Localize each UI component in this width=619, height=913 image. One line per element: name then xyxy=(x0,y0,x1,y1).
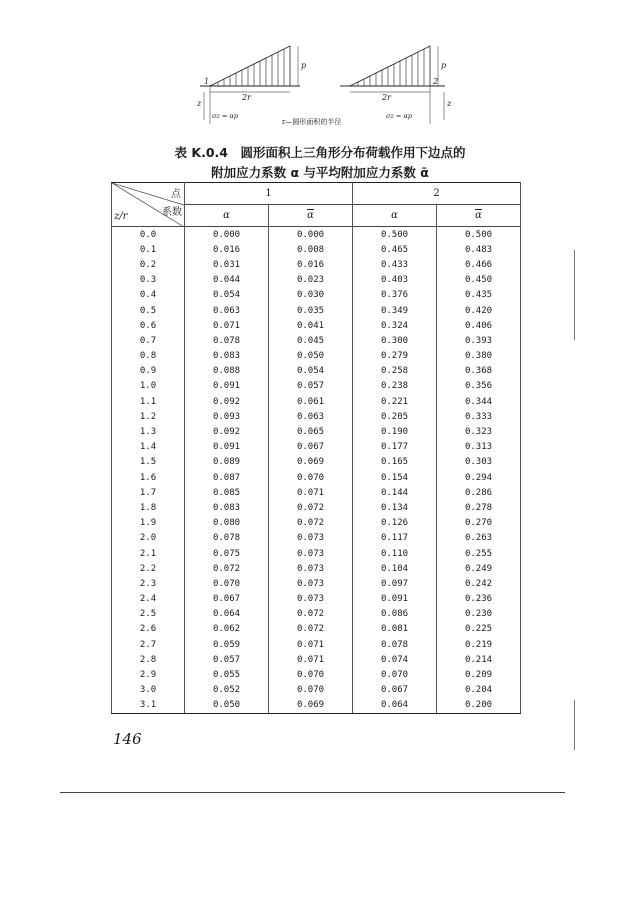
value-cell: 0.089 xyxy=(185,455,269,470)
value-cell: 0.072 xyxy=(269,516,353,531)
value-cell: 0.080 xyxy=(185,516,269,531)
zr-cell: 2.7 xyxy=(112,637,185,652)
value-cell: 0.070 xyxy=(269,667,353,682)
value-cell: 0.073 xyxy=(269,561,353,576)
value-cell: 0.067 xyxy=(185,592,269,607)
value-cell: 0.052 xyxy=(185,683,269,698)
value-cell: 0.073 xyxy=(269,592,353,607)
value-cell: 0.069 xyxy=(269,455,353,470)
value-cell: 0.070 xyxy=(269,683,353,698)
value-cell: 0.303 xyxy=(437,455,521,470)
table-row xyxy=(112,440,521,455)
table-row xyxy=(112,561,521,576)
scan-artifact-line xyxy=(574,700,575,750)
table-row xyxy=(112,242,521,257)
table-row xyxy=(112,698,521,714)
zr-cell: 0.0 xyxy=(112,227,185,243)
value-cell: 0.344 xyxy=(437,394,521,409)
radius-note: r—圆形面积的半径 xyxy=(282,118,342,126)
value-cell: 0.050 xyxy=(269,349,353,364)
col-header-alpha-1: α xyxy=(185,205,269,227)
zr-cell: 2.3 xyxy=(112,576,185,591)
table-row xyxy=(112,683,521,698)
value-cell: 0.154 xyxy=(353,470,437,485)
zr-cell: 2.2 xyxy=(112,561,185,576)
table-row xyxy=(112,379,521,394)
value-cell: 0.356 xyxy=(437,379,521,394)
zr-cell: 1.6 xyxy=(112,470,185,485)
zr-cell: 0.4 xyxy=(112,288,185,303)
value-cell: 0.324 xyxy=(353,318,437,333)
table-row xyxy=(112,424,521,439)
zr-cell: 1.4 xyxy=(112,440,185,455)
value-cell: 0.035 xyxy=(269,303,353,318)
table-row xyxy=(112,500,521,515)
value-cell: 0.286 xyxy=(437,485,521,500)
table-row xyxy=(112,592,521,607)
value-cell: 0.097 xyxy=(353,576,437,591)
value-cell: 0.104 xyxy=(353,561,437,576)
zr-cell: 0.6 xyxy=(112,318,185,333)
right-span-label: 2r xyxy=(382,93,391,102)
footer-rule xyxy=(60,792,565,793)
value-cell: 0.403 xyxy=(353,273,437,288)
table-row xyxy=(112,576,521,591)
value-cell: 0.205 xyxy=(353,409,437,424)
zr-cell: 0.3 xyxy=(112,273,185,288)
value-cell: 0.500 xyxy=(353,227,437,243)
table-row xyxy=(112,667,521,682)
table-caption-line2: 附加应力系数 α 与平均附加应力系数 ᾱ xyxy=(211,165,429,180)
value-cell: 0.279 xyxy=(353,349,437,364)
value-cell: 0.255 xyxy=(437,546,521,561)
zr-cell: 1.5 xyxy=(112,455,185,470)
value-cell: 0.000 xyxy=(185,227,269,243)
value-cell: 0.078 xyxy=(185,333,269,348)
value-cell: 0.078 xyxy=(185,531,269,546)
value-cell: 0.380 xyxy=(437,349,521,364)
value-cell: 0.054 xyxy=(269,364,353,379)
value-cell: 0.067 xyxy=(353,683,437,698)
zr-cell: 2.9 xyxy=(112,667,185,682)
value-cell: 0.050 xyxy=(185,698,269,714)
value-cell: 0.278 xyxy=(437,500,521,515)
value-cell: 0.270 xyxy=(437,516,521,531)
left-point-label: 1 xyxy=(204,77,210,86)
value-cell: 0.376 xyxy=(353,288,437,303)
group-header-2: 2 xyxy=(353,183,521,205)
value-cell: 0.238 xyxy=(353,379,437,394)
value-cell: 0.087 xyxy=(185,470,269,485)
col-header-alpha-2: α xyxy=(353,205,437,227)
group-header-1: 1 xyxy=(185,183,353,205)
table-row xyxy=(112,288,521,303)
table-row xyxy=(112,607,521,622)
value-cell: 0.323 xyxy=(437,424,521,439)
left-span-label: 2r xyxy=(242,93,251,102)
table-row xyxy=(112,349,521,364)
zr-cell: 1.2 xyxy=(112,409,185,424)
table-row xyxy=(112,516,521,531)
value-cell: 0.333 xyxy=(437,409,521,424)
table-row xyxy=(112,394,521,409)
value-cell: 0.083 xyxy=(185,349,269,364)
value-cell: 0.067 xyxy=(269,440,353,455)
value-cell: 0.031 xyxy=(185,257,269,272)
coefficient-table xyxy=(111,182,521,714)
value-cell: 0.072 xyxy=(269,607,353,622)
table-row xyxy=(112,531,521,546)
table-row xyxy=(112,303,521,318)
value-cell: 0.071 xyxy=(269,637,353,652)
load-diagram-figure xyxy=(190,36,460,128)
left-p-label: p xyxy=(301,61,307,70)
zr-cell: 0.2 xyxy=(112,257,185,272)
table-row xyxy=(112,455,521,470)
value-cell: 0.071 xyxy=(269,485,353,500)
table-row xyxy=(112,485,521,500)
zr-cell: 0.9 xyxy=(112,364,185,379)
value-cell: 0.263 xyxy=(437,531,521,546)
zr-cell: 2.0 xyxy=(112,531,185,546)
value-cell: 0.088 xyxy=(185,364,269,379)
value-cell: 0.064 xyxy=(185,607,269,622)
value-cell: 0.219 xyxy=(437,637,521,652)
value-cell: 0.092 xyxy=(185,424,269,439)
corner-zr-label: z/r xyxy=(114,211,128,222)
right-sigma-label: σz = αp xyxy=(386,112,412,120)
value-cell: 0.450 xyxy=(437,273,521,288)
value-cell: 0.126 xyxy=(353,516,437,531)
left-z-label: z xyxy=(197,99,202,108)
zr-cell: 1.7 xyxy=(112,485,185,500)
value-cell: 0.059 xyxy=(185,637,269,652)
table-body xyxy=(112,227,521,714)
table-row xyxy=(112,333,521,348)
value-cell: 0.249 xyxy=(437,561,521,576)
right-point-label: 2 xyxy=(433,77,439,86)
value-cell: 0.055 xyxy=(185,667,269,682)
table-row xyxy=(112,652,521,667)
zr-cell: 2.1 xyxy=(112,546,185,561)
value-cell: 0.300 xyxy=(353,333,437,348)
value-cell: 0.258 xyxy=(353,364,437,379)
value-cell: 0.023 xyxy=(269,273,353,288)
value-cell: 0.016 xyxy=(269,257,353,272)
value-cell: 0.044 xyxy=(185,273,269,288)
value-cell: 0.069 xyxy=(269,698,353,714)
col-header-alpha-bar-2: $\overline{\alpha}$ xyxy=(437,205,521,227)
value-cell: 0.085 xyxy=(185,485,269,500)
value-cell: 0.242 xyxy=(437,576,521,591)
value-cell: 0.225 xyxy=(437,622,521,637)
value-cell: 0.057 xyxy=(185,652,269,667)
corner-coef-label: 系数 xyxy=(162,207,182,218)
value-cell: 0.083 xyxy=(185,500,269,515)
value-cell: 0.073 xyxy=(269,546,353,561)
left-sigma-label: σz = αp xyxy=(212,112,238,120)
zr-cell: 2.6 xyxy=(112,622,185,637)
value-cell: 0.030 xyxy=(269,288,353,303)
value-cell: 0.420 xyxy=(437,303,521,318)
table-row xyxy=(112,470,521,485)
value-cell: 0.061 xyxy=(269,394,353,409)
value-cell: 0.165 xyxy=(353,455,437,470)
zr-cell: 3.1 xyxy=(112,698,185,714)
value-cell: 0.204 xyxy=(437,683,521,698)
value-cell: 0.091 xyxy=(185,379,269,394)
value-cell: 0.086 xyxy=(353,607,437,622)
page-number: 146 xyxy=(113,730,142,748)
value-cell: 0.073 xyxy=(269,531,353,546)
value-cell: 0.349 xyxy=(353,303,437,318)
value-cell: 0.091 xyxy=(353,592,437,607)
corner-point-label: 点 xyxy=(171,189,181,200)
value-cell: 0.368 xyxy=(437,364,521,379)
value-cell: 0.406 xyxy=(437,318,521,333)
value-cell: 0.093 xyxy=(185,409,269,424)
table-caption-line1: 表 K.0.4 圆形面积上三角形分布荷载作用下边点的 xyxy=(174,145,466,160)
zr-cell: 0.8 xyxy=(112,349,185,364)
value-cell: 0.045 xyxy=(269,333,353,348)
value-cell: 0.483 xyxy=(437,242,521,257)
value-cell: 0.070 xyxy=(185,576,269,591)
zr-cell: 1.1 xyxy=(112,394,185,409)
zr-cell: 0.1 xyxy=(112,242,185,257)
right-z-label: z xyxy=(447,99,452,108)
value-cell: 0.041 xyxy=(269,318,353,333)
value-cell: 0.393 xyxy=(437,333,521,348)
value-cell: 0.072 xyxy=(185,561,269,576)
value-cell: 0.117 xyxy=(353,531,437,546)
table-row xyxy=(112,257,521,272)
load-diagram-svg xyxy=(190,36,460,128)
zr-cell: 2.5 xyxy=(112,607,185,622)
value-cell: 0.221 xyxy=(353,394,437,409)
value-cell: 0.433 xyxy=(353,257,437,272)
value-cell: 0.008 xyxy=(269,242,353,257)
value-cell: 0.078 xyxy=(353,637,437,652)
value-cell: 0.071 xyxy=(185,318,269,333)
value-cell: 0.144 xyxy=(353,485,437,500)
value-cell: 0.466 xyxy=(437,257,521,272)
table-corner-header xyxy=(112,183,185,227)
value-cell: 0.070 xyxy=(353,667,437,682)
value-cell: 0.057 xyxy=(269,379,353,394)
value-cell: 0.209 xyxy=(437,667,521,682)
value-cell: 0.500 xyxy=(437,227,521,243)
col-header-alpha-bar-1: $\overline{\alpha}$ xyxy=(269,205,353,227)
table-row xyxy=(112,227,521,243)
value-cell: 0.230 xyxy=(437,607,521,622)
table-row xyxy=(112,273,521,288)
zr-cell: 1.9 xyxy=(112,516,185,531)
zr-cell: 2.8 xyxy=(112,652,185,667)
value-cell: 0.065 xyxy=(269,424,353,439)
zr-cell: 0.5 xyxy=(112,303,185,318)
value-cell: 0.073 xyxy=(269,576,353,591)
value-cell: 0.214 xyxy=(437,652,521,667)
value-cell: 0.091 xyxy=(185,440,269,455)
value-cell: 0.074 xyxy=(353,652,437,667)
value-cell: 0.110 xyxy=(353,546,437,561)
value-cell: 0.000 xyxy=(269,227,353,243)
zr-cell: 0.7 xyxy=(112,333,185,348)
value-cell: 0.072 xyxy=(269,622,353,637)
value-cell: 0.071 xyxy=(269,652,353,667)
table-row xyxy=(112,637,521,652)
table-row xyxy=(112,622,521,637)
value-cell: 0.081 xyxy=(353,622,437,637)
value-cell: 0.236 xyxy=(437,592,521,607)
table-row xyxy=(112,546,521,561)
value-cell: 0.313 xyxy=(437,440,521,455)
value-cell: 0.064 xyxy=(353,698,437,714)
value-cell: 0.075 xyxy=(185,546,269,561)
value-cell: 0.072 xyxy=(269,500,353,515)
value-cell: 0.062 xyxy=(185,622,269,637)
zr-cell: 1.8 xyxy=(112,500,185,515)
zr-cell: 2.4 xyxy=(112,592,185,607)
scan-artifact-line xyxy=(574,250,575,340)
value-cell: 0.016 xyxy=(185,242,269,257)
value-cell: 0.435 xyxy=(437,288,521,303)
value-cell: 0.294 xyxy=(437,470,521,485)
value-cell: 0.465 xyxy=(353,242,437,257)
value-cell: 0.134 xyxy=(353,500,437,515)
table-row xyxy=(112,409,521,424)
value-cell: 0.063 xyxy=(185,303,269,318)
value-cell: 0.070 xyxy=(269,470,353,485)
zr-cell: 1.0 xyxy=(112,379,185,394)
value-cell: 0.177 xyxy=(353,440,437,455)
value-cell: 0.054 xyxy=(185,288,269,303)
value-cell: 0.063 xyxy=(269,409,353,424)
zr-cell: 3.0 xyxy=(112,683,185,698)
zr-cell: 1.3 xyxy=(112,424,185,439)
right-p-label: p xyxy=(441,61,447,70)
table-row xyxy=(112,318,521,333)
value-cell: 0.092 xyxy=(185,394,269,409)
table-row xyxy=(112,364,521,379)
value-cell: 0.190 xyxy=(353,424,437,439)
value-cell: 0.200 xyxy=(437,698,521,714)
